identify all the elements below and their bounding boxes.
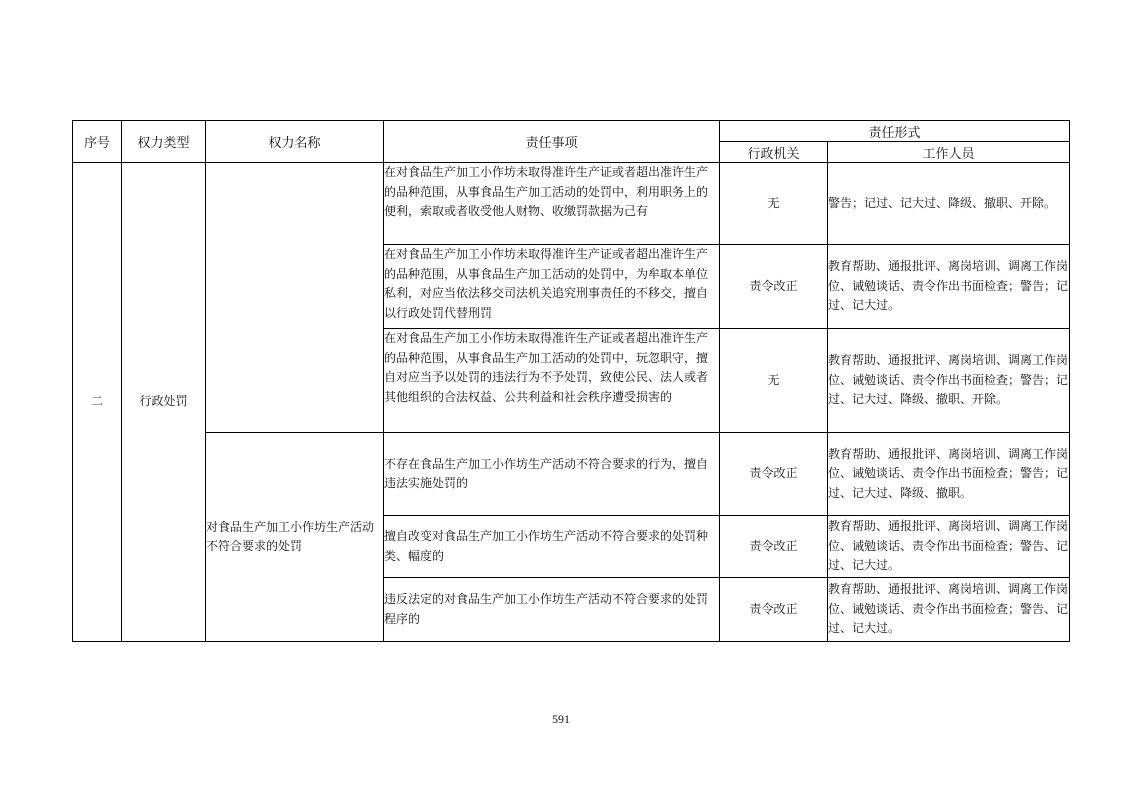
staff-cell: 教育帮助、通报批评、离岗培训、调离工作岗位、诫勉谈话、责令作出书面检查；警告；记过、记大过。 (828, 245, 1070, 329)
matter-cell: 擅自改变对食品生产加工小作坊生产活动不符合要求的处罚种类、幅度的 (384, 516, 720, 578)
matter-cell: 在对食品生产加工小作坊未取得准许生产证或者超出准许生产的品种范围，从事食品生产加工活动的处罚中，利用职务上的便利，索取或者收受他人财物、收缴罚款据为己有 (384, 163, 720, 245)
power-name-cell (206, 163, 384, 433)
header-responsibility-form: 责任形式 (720, 121, 1070, 142)
header-agency: 行政机关 (720, 142, 828, 163)
page-number: 591 (552, 712, 570, 726)
matter-cell: 违反法定的对食品生产加工小作坊生产活动不符合要求的处罚程序的 (384, 578, 720, 642)
matter-cell: 在对食品生产加工小作坊未取得准许生产证或者超出准许生产的品种范围，从事食品生产加工活动的处罚中，为牟取本单位私利，对应当依法移交司法机关追究刑事责任的不移交，擅自以行政处罚代替刑罚 (384, 245, 720, 329)
agency-cell: 无 (720, 329, 828, 433)
header-power-name: 权力名称 (206, 121, 384, 163)
staff-cell: 警告；记过、记大过、降级、撤职、开除。 (828, 163, 1070, 245)
seq-cell: 二 (73, 163, 122, 642)
agency-cell: 无 (720, 163, 828, 245)
power-name-cell: 对食品生产加工小作坊生产活动不符合要求的处罚 (206, 433, 384, 642)
staff-cell: 教育帮助、通报批评、离岗培训、调离工作岗位、诫勉谈话、责令作出书面检查；警告；记过、记大过、降级、撤职。 (828, 433, 1070, 516)
matter-cell: 在对食品生产加工小作坊未取得准许生产证或者超出准许生产的品种范围，从事食品生产加工活动的处罚中，玩忽职守，擅自对应当予以处罚的违法行为不予处罚，致使公民、法人或者其他组织的合法权益、公共利益和社会秩序遭受损害的 (384, 329, 720, 433)
header-staff: 工作人员 (828, 142, 1070, 163)
header-power-type: 权力类型 (122, 121, 206, 163)
header-seq: 序号 (73, 121, 122, 163)
table-row (73, 163, 1070, 245)
header-responsibility: 责任事项 (384, 121, 720, 163)
agency-cell: 责令改正 (720, 516, 828, 578)
staff-cell: 教育帮助、通报批评、离岗培训、调离工作岗位、诫勉谈话、责令作出书面检查；警告、记过、记大过。 (828, 516, 1070, 578)
staff-cell: 教育帮助、通报批评、离岗培训、调离工作岗位、诫勉谈话、责令作出书面检查；警告；记过、记大过、降级、撤职、开除。 (828, 329, 1070, 433)
power-type-cell: 行政处罚 (122, 163, 206, 642)
agency-cell: 责令改正 (720, 578, 828, 642)
power-responsibility-table (72, 120, 1070, 642)
agency-cell: 责令改正 (720, 433, 828, 516)
matter-cell: 不存在食品生产加工小作坊生产活动不符合要求的行为，擅自违法实施处罚的 (384, 433, 720, 516)
staff-cell: 教育帮助、通报批评、离岗培训、调离工作岗位、诫勉谈话、责令作出书面检查；警告、记过、记大过。 (828, 578, 1070, 642)
table-row (73, 433, 1070, 516)
agency-cell: 责令改正 (720, 245, 828, 329)
